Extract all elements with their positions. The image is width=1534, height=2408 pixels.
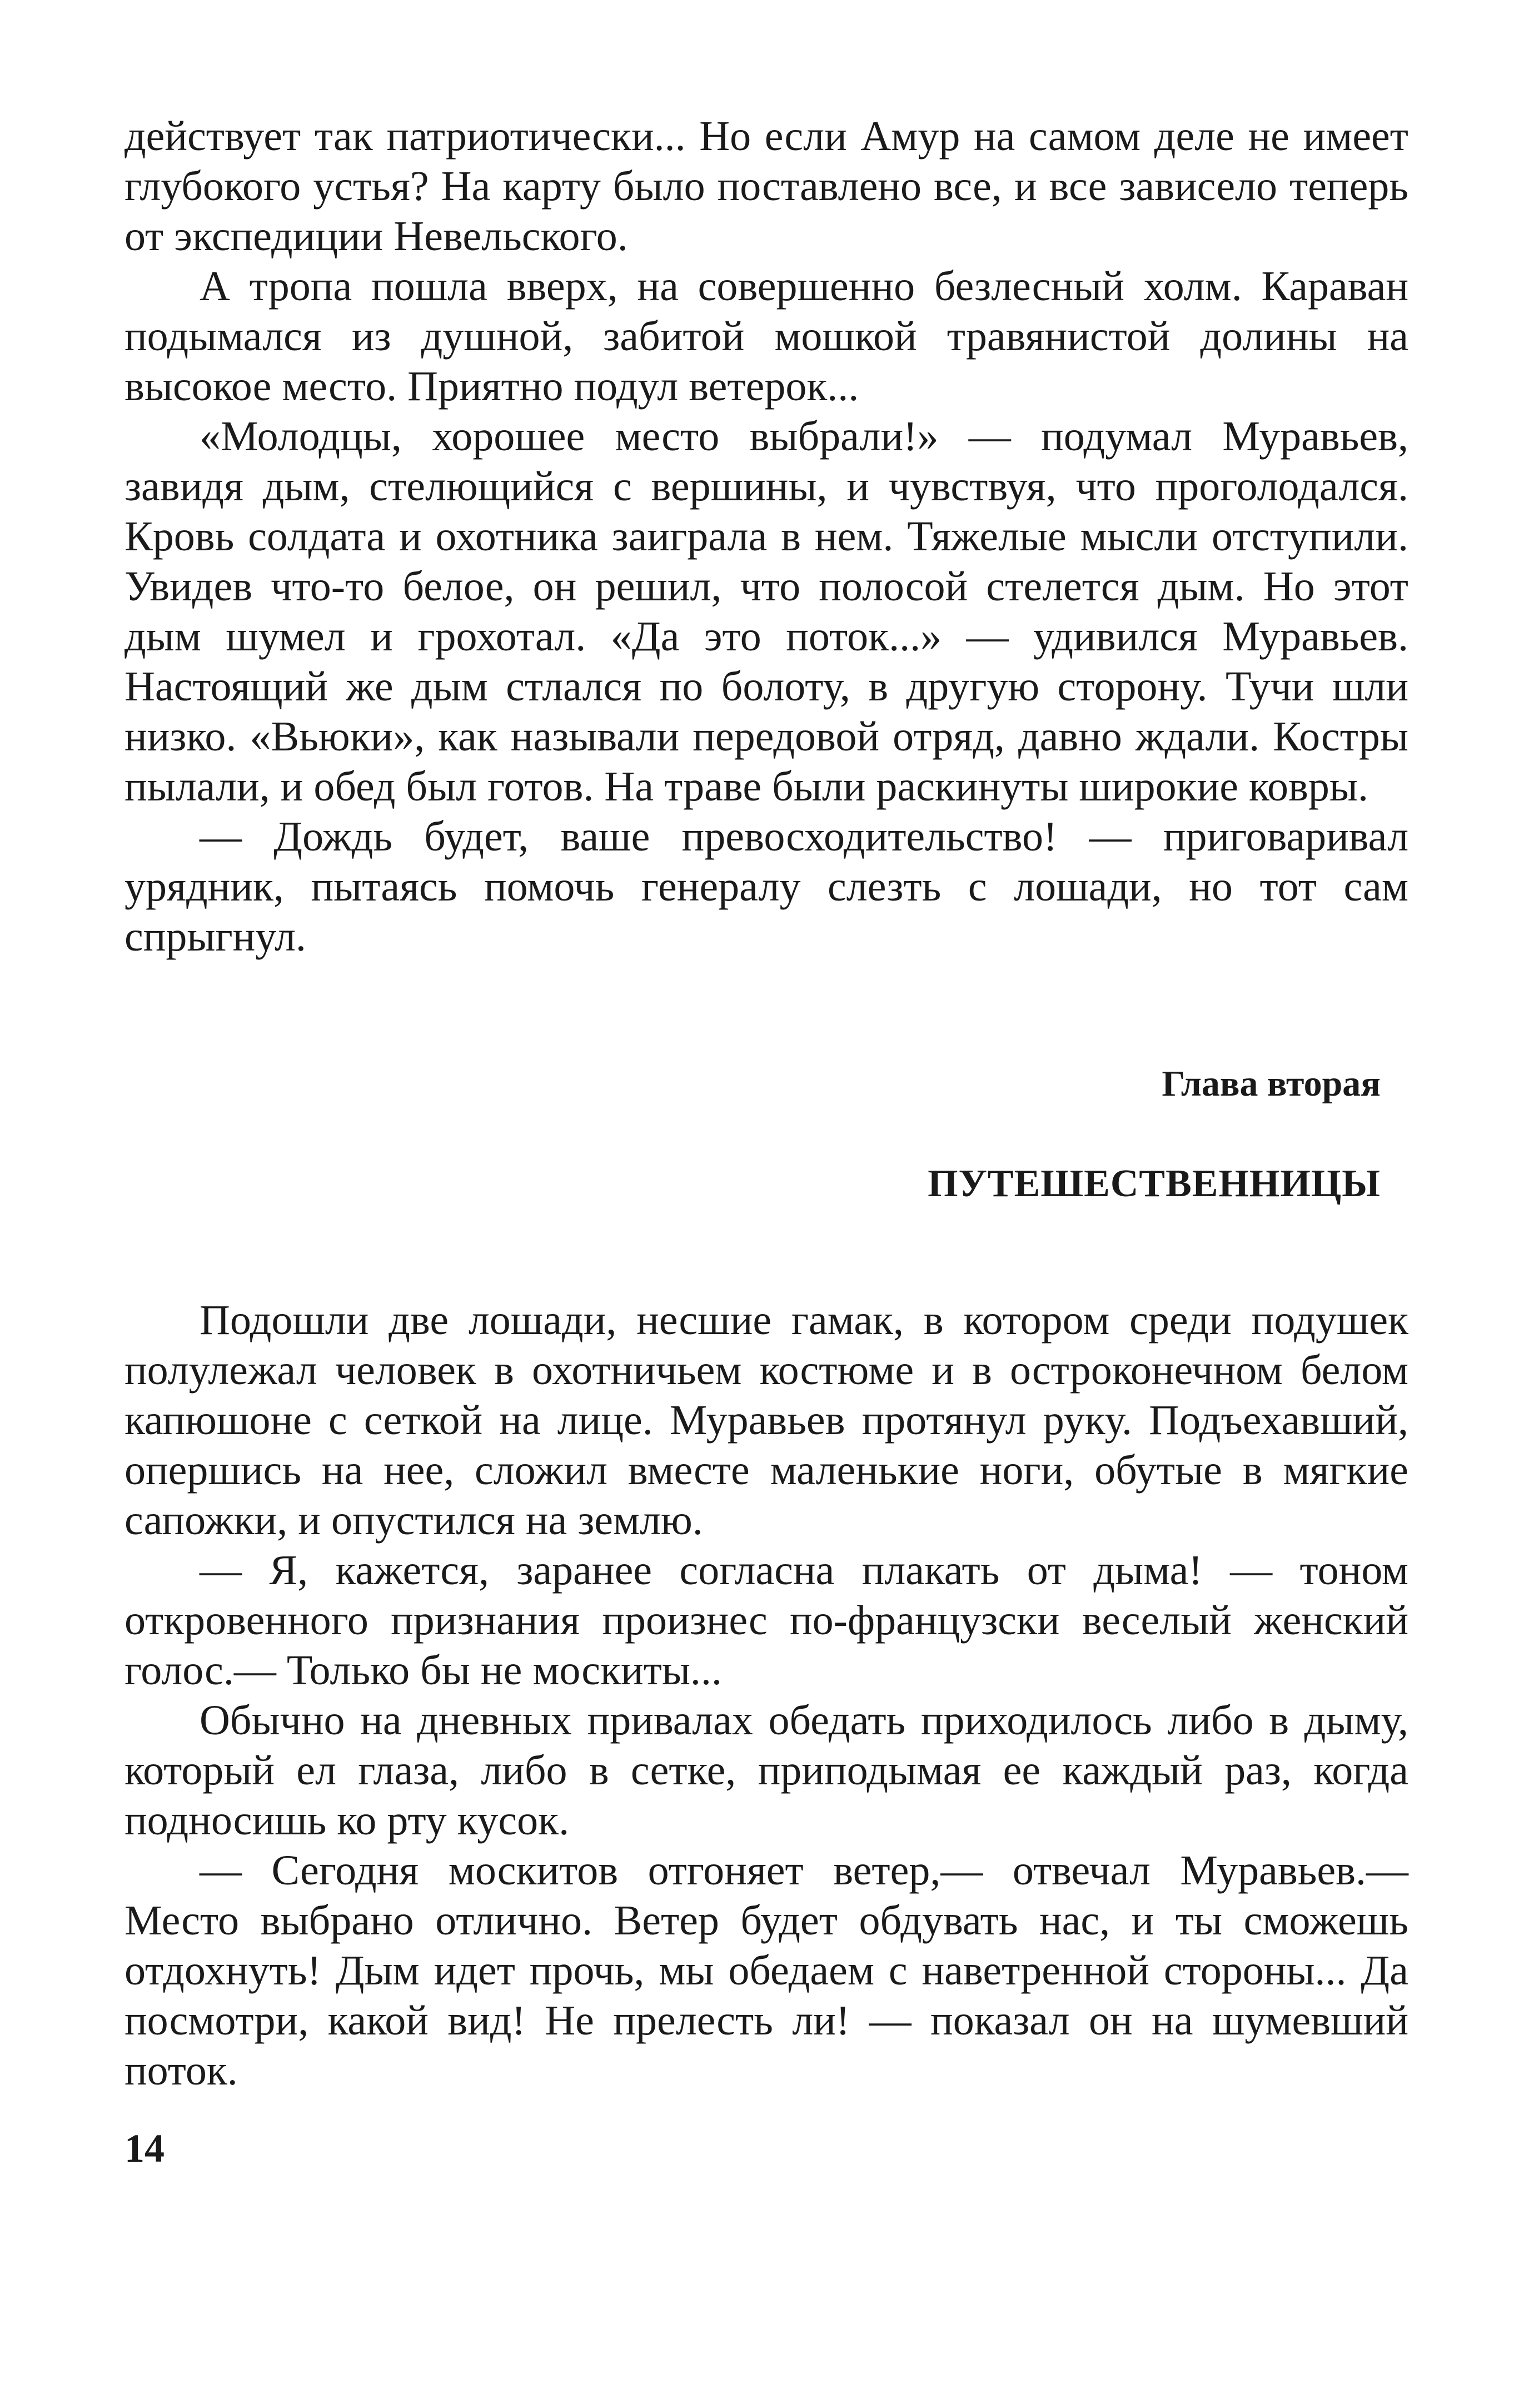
paragraph: Обычно на дневных привалах обедать приходилось либо в дыму, который ел глаза, либо в сетке, приподымая ее каждый раз, когда подносишь ко рту кусок. <box>124 1697 1408 1844</box>
paragraph: «Молодцы, хорошее место выбрали!» — подумал Муравьев, завидя дым, стелющийся с вершины, и чувствуя, что проголодался. Кровь солдата и охотника заиграла в нем. Тяжелые мысли отступили. Увидев что-то белое, он решил, что полосой стелется дым. Но этот дым шумел и грохотал. «Да это поток...» — удивился Муравьев. Настоящий же дым стлался по болоту, в другую сторону. Тучи шли низко. «Вьюки», как называли передовой отряд, давно ждали. Костры пылали, и обед был готов. На траве были раскинуты широкие ковры. <box>124 413 1408 810</box>
paragraph: А тропа пошла вверх, на совершенно безлесный холм. Караван подымался из душной, забитой мошкой травянистой долины на высокое место. Приятно подул ветерок... <box>124 263 1408 410</box>
spacer <box>124 1106 1408 1162</box>
page-number: 14 <box>124 2126 165 2171</box>
chapter-label: Глава вторая <box>1162 1063 1381 1104</box>
chapter-title: ПУТЕШЕСТВЕННИЦЫ <box>928 1162 1381 1205</box>
paragraph: — Дождь будет, ваше превосходительство! — приговаривал урядник, пытаясь помочь генералу слезть с лошади, но тот сам спрыгнул. <box>124 813 1408 960</box>
paragraph: действует так патриотически... Но если Амур на самом деле не имеет глубокого устья? На карту было поставлено все, и все зависело теперь от экспедиции Невельского. <box>124 113 1408 260</box>
page-body <box>124 111 1408 2096</box>
spacer <box>124 962 1408 1062</box>
paragraph: Подошли две лошади, несшие гамак, в котором среди подушек полулежал человек в охотничьем костюме и в остроконечном белом капюшоне с сеткой на лице. Муравьев протянул руку. Подъехавший, опершись на нее, сложил вместе маленькие ноги, обутые в мягкие сапожки, и опустился на землю. <box>124 1297 1408 1544</box>
paragraph: — Я, кажется, заранее согласна плакать от дыма! — тоном откровенного признания произнес по-французски веселый женский голос.— Только бы не москиты... <box>124 1547 1408 1694</box>
spacer <box>124 1206 1408 1295</box>
paragraph: — Сегодня москитов отгоняет ветер,— отвечал Муравьев.— Место выбрано отлично. Ветер будет обдувать нас, и ты сможешь отдохнуть! Дым идет прочь, мы обедаем с наветренной стороны... Да посмотри, какой вид! Не прелесть ли! — показал он на шумевший поток. <box>124 1847 1408 2094</box>
